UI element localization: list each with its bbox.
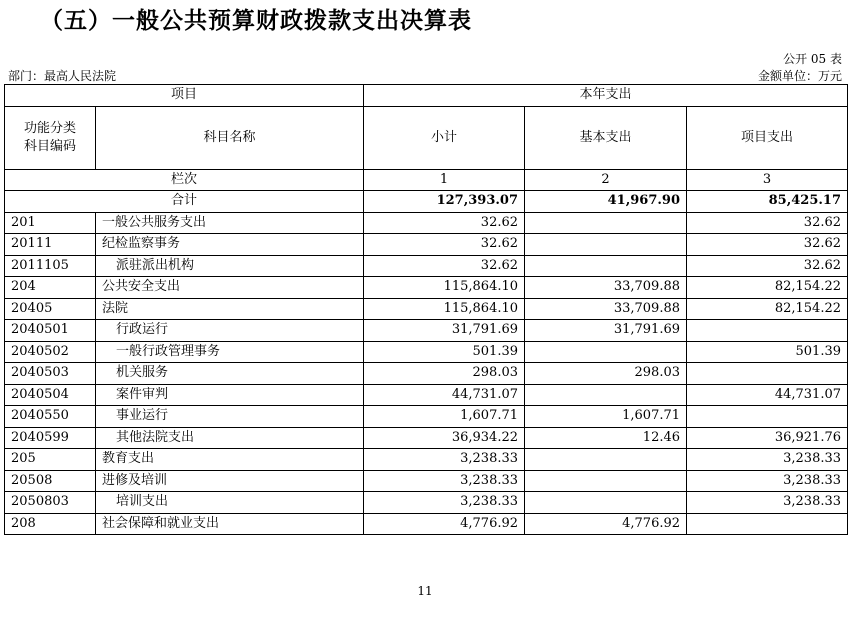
- header-subtotal: 小计: [364, 106, 525, 169]
- department-label: 部门：最高人民法院: [8, 69, 117, 83]
- row-subtotal: 32.62: [364, 212, 525, 234]
- row-name: 派驻派出机构: [96, 255, 364, 277]
- row-subtotal: 31,791.69: [364, 320, 525, 342]
- row-item: 44,731.07: [687, 384, 848, 406]
- header-row-1: [5, 85, 848, 107]
- header-item: 项目支出: [687, 106, 848, 169]
- row-subtotal: 115,864.10: [364, 277, 525, 299]
- table-row: [5, 449, 848, 471]
- row-item: 3,238.33: [687, 449, 848, 471]
- table-row: [5, 277, 848, 299]
- row-code: 2050803: [5, 492, 96, 514]
- row-subtotal: 298.03: [364, 363, 525, 385]
- total-row: [5, 191, 848, 213]
- header-basic: 基本支出: [525, 106, 687, 169]
- row-basic: [525, 212, 687, 234]
- row-subtotal: 44,731.07: [364, 384, 525, 406]
- row-code: 2040503: [5, 363, 96, 385]
- row-subtotal: 3,238.33: [364, 492, 525, 514]
- row-code: 2040599: [5, 427, 96, 449]
- row-item: 32.62: [687, 212, 848, 234]
- row-name: 机关服务: [96, 363, 364, 385]
- row-basic: [525, 449, 687, 471]
- row-item: [687, 363, 848, 385]
- row-item: 32.62: [687, 255, 848, 277]
- row-basic: 1,607.71: [525, 406, 687, 428]
- total-item: 85,425.17: [687, 191, 848, 213]
- table-row: [5, 234, 848, 256]
- row-code: 2040501: [5, 320, 96, 342]
- header-subject-name: 科目名称: [96, 106, 364, 169]
- row-item: 3,238.33: [687, 470, 848, 492]
- unit-label: 金额单位：万元: [757, 69, 842, 83]
- row-subtotal: 1,607.71: [364, 406, 525, 428]
- row-basic: [525, 255, 687, 277]
- row-basic: [525, 384, 687, 406]
- header-current-year: 本年支出: [364, 85, 848, 107]
- header-project: 项目: [5, 85, 364, 107]
- row-name: 进修及培训: [96, 470, 364, 492]
- row-basic: [525, 470, 687, 492]
- row-name: 社会保障和就业支出: [96, 513, 364, 535]
- row-basic: 298.03: [525, 363, 687, 385]
- row-name: 其他法院支出: [96, 427, 364, 449]
- row-name: 一般公共服务支出: [96, 212, 364, 234]
- row-item: 32.62: [687, 234, 848, 256]
- header-row-2: [5, 106, 848, 169]
- row-item: 3,238.33: [687, 492, 848, 514]
- page-title: （五）一般公共预算财政拨款支出决算表: [40, 8, 472, 34]
- row-name: 行政运行: [96, 320, 364, 342]
- row-name: 事业运行: [96, 406, 364, 428]
- table-row: [5, 341, 848, 363]
- row-code: 204: [5, 277, 96, 299]
- row-basic: 12.46: [525, 427, 687, 449]
- row-basic: [525, 492, 687, 514]
- row-basic: 31,791.69: [525, 320, 687, 342]
- header-func-code: 功能分类 科目编码: [5, 106, 96, 169]
- row-basic: 33,709.88: [525, 277, 687, 299]
- column-order-1: 1: [364, 169, 525, 191]
- row-code: 2040502: [5, 341, 96, 363]
- row-code: 20508: [5, 470, 96, 492]
- row-item: 36,921.76: [687, 427, 848, 449]
- row-subtotal: 3,238.33: [364, 449, 525, 471]
- total-basic: 41,967.90: [525, 191, 687, 213]
- page-number: 11: [417, 584, 433, 598]
- row-subtotal: 36,934.22: [364, 427, 525, 449]
- table-row: [5, 255, 848, 277]
- table-row: [5, 427, 848, 449]
- row-code: 2040504: [5, 384, 96, 406]
- row-name: 法院: [96, 298, 364, 320]
- row-name: 培训支出: [96, 492, 364, 514]
- table-row: [5, 384, 848, 406]
- table-row: [5, 212, 848, 234]
- row-code: 208: [5, 513, 96, 535]
- row-subtotal: 32.62: [364, 234, 525, 256]
- column-order-row: [5, 169, 848, 191]
- table-row: [5, 363, 848, 385]
- column-order-label: 栏次: [5, 169, 364, 191]
- total-subtotal: 127,393.07: [364, 191, 525, 213]
- row-item: 82,154.22: [687, 298, 848, 320]
- table-row: [5, 298, 848, 320]
- column-order-3: 3: [687, 169, 848, 191]
- row-code: 201: [5, 212, 96, 234]
- row-code: 2011105: [5, 255, 96, 277]
- row-code: 2040550: [5, 406, 96, 428]
- row-subtotal: 32.62: [364, 255, 525, 277]
- column-order-2: 2: [525, 169, 687, 191]
- row-name: 公共安全支出: [96, 277, 364, 299]
- table-row: [5, 470, 848, 492]
- row-code: 20405: [5, 298, 96, 320]
- row-item: 501.39: [687, 341, 848, 363]
- row-basic: 33,709.88: [525, 298, 687, 320]
- row-name: 一般行政管理事务: [96, 341, 364, 363]
- row-subtotal: 4,776.92: [364, 513, 525, 535]
- row-subtotal: 3,238.33: [364, 470, 525, 492]
- expenditure-table: [4, 84, 848, 535]
- row-item: [687, 320, 848, 342]
- row-subtotal: 115,864.10: [364, 298, 525, 320]
- table-row: [5, 492, 848, 514]
- row-code: 20111: [5, 234, 96, 256]
- row-basic: 4,776.92: [525, 513, 687, 535]
- row-name: 教育支出: [96, 449, 364, 471]
- row-item: [687, 406, 848, 428]
- row-name: 纪检监察事务: [96, 234, 364, 256]
- total-label: 合计: [5, 191, 364, 213]
- row-name: 案件审判: [96, 384, 364, 406]
- row-item: 82,154.22: [687, 277, 848, 299]
- row-basic: [525, 341, 687, 363]
- form-number: 公开 05 表: [783, 52, 842, 66]
- row-subtotal: 501.39: [364, 341, 525, 363]
- table-row: [5, 406, 848, 428]
- row-code: 205: [5, 449, 96, 471]
- table-row: [5, 513, 848, 535]
- row-basic: [525, 234, 687, 256]
- row-item: [687, 513, 848, 535]
- table-row: [5, 320, 848, 342]
